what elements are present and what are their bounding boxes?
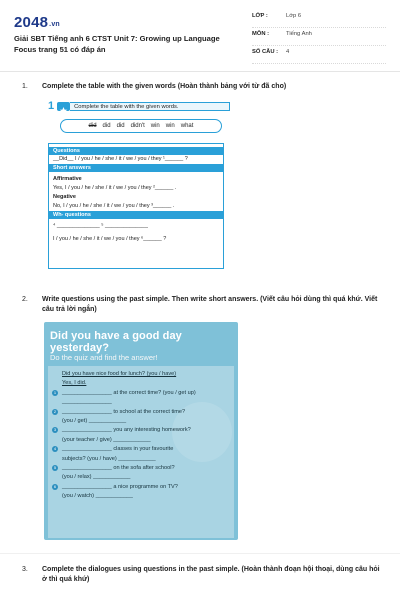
question-number: 1. — [22, 83, 28, 90]
item-number-badge: 5 — [53, 465, 57, 471]
word-bank-item: what — [180, 123, 194, 129]
quiz-line — [52, 370, 232, 379]
quiz-line-text: ________________ — [62, 399, 112, 406]
logo-text: 2048 — [14, 14, 49, 31]
meta-value: Lớp 6 — [286, 13, 302, 19]
item-number-badge: 3 — [53, 427, 57, 433]
grammar-table — [48, 143, 224, 269]
quiz-line-text: ________________ on the sofa after school? — [62, 465, 175, 472]
quiz-line-text: (your teacher / give) ____________ — [62, 436, 151, 443]
exercise-1-heading — [48, 100, 230, 112]
question-number: 2. — [22, 296, 28, 303]
quiz-line-text: Yes, I did. — [62, 380, 87, 387]
table-band-short-answers: Short answers — [49, 164, 223, 172]
quiz-line — [52, 492, 232, 501]
table-line-wh-blanks: ⁴ ______________ ⁵ ______________ — [53, 223, 148, 229]
quiz-line — [52, 389, 232, 398]
word-bank-item: did — [116, 123, 125, 129]
header-divider — [0, 71, 400, 72]
quiz-line-text: ________________ classes in your favourite — [62, 446, 174, 453]
word-bank-item: win — [165, 123, 175, 129]
meta-value: 4 — [286, 49, 290, 55]
quiz-line — [52, 455, 232, 464]
quiz-line-text: ________________ to school at the correct time? — [62, 408, 186, 415]
quiz-line — [52, 445, 232, 454]
quiz-line-text: ________________ at the correct time? (you / get up) — [62, 389, 196, 396]
word-bank — [60, 119, 222, 133]
question-text: Write questions using the past simple. Then write short answers. (Viết câu hỏi dùng thì quá khứ. Viết câu trả lời ngắn) — [42, 296, 378, 313]
meta-row-subject — [252, 31, 386, 46]
meta-key: MÔN : — [252, 31, 270, 37]
quiz-line — [52, 473, 232, 482]
logo-suffix: .vn — [49, 21, 60, 28]
word-bank-item: didn't — [130, 123, 145, 129]
table-line-affirmative: Yes, I / you / he / she / it / we / you / they ²______ . — [53, 185, 177, 191]
question-1 — [22, 82, 382, 92]
quiz-subtitle: Do the quiz and find the answer! — [50, 353, 158, 362]
table-line-negative: No, I / you / he / she / it / we / you / they ³______ . — [53, 203, 175, 209]
quiz-line — [52, 408, 232, 417]
word-bank-item: win — [150, 123, 160, 129]
quiz-line — [52, 436, 232, 445]
table-label-negative: Negative — [53, 194, 76, 200]
quiz-line — [52, 379, 232, 388]
table-band-questions: Questions — [49, 147, 223, 155]
table-label-affirmative: Affirmative — [53, 176, 82, 182]
section-divider — [0, 553, 400, 554]
site-logo[interactable] — [14, 14, 60, 31]
item-number-badge: 1 — [53, 389, 57, 395]
quiz-line-text: (you / watch) ____________ — [62, 493, 133, 500]
item-number-badge: 2 — [53, 408, 57, 414]
document-meta — [252, 13, 386, 67]
quiz-line-text: Did you have nice food for lunch? (you / have) — [62, 371, 177, 377]
exercise-number: 1 — [48, 100, 55, 112]
table-line-wh: I / you / he / she / it / we / you / they ⁶______ ? — [53, 236, 167, 242]
quiz-line-text: subjects? (you / have) ____________ — [62, 455, 156, 462]
question-text: Complete the table with the given words (Hoàn thành bảng với từ đã cho) — [42, 83, 287, 90]
question-text: Complete the dialogues using questions in the past simple. (Hoàn thành đoạn hội thoại, dùng câu hỏi ở thì quá khứ) — [42, 566, 380, 583]
quiz-line — [52, 417, 232, 426]
quiz-line-text: (you / get) ____________ — [62, 418, 127, 425]
quiz-line-text: ________________ you any interesting homework? — [62, 427, 191, 434]
meta-key: SỐ CÂU : — [252, 49, 279, 55]
document-title: Giải SBT Tiếng anh 6 CTST Unit 7: Growing up Language Focus trang 51 có đáp án — [14, 34, 220, 54]
star-icon — [57, 102, 70, 111]
meta-value: Tiếng Anh — [286, 31, 312, 37]
table-band-wh-questions: Wh- questions — [49, 211, 223, 219]
quiz-line — [52, 398, 232, 407]
table-line-question: __Did__ I / you / he / she / it / we / you / they ¹______ ? — [53, 156, 188, 162]
exercise-instruction: Complete the table with the given words. — [70, 102, 230, 111]
quiz-line — [52, 464, 232, 473]
quiz-items — [52, 370, 232, 502]
quiz-title: Did you have a good day yesterday? — [50, 330, 182, 354]
quiz-line-text: ________________ a nice programme on TV? — [62, 483, 178, 490]
question-number: 3. — [22, 566, 28, 573]
quiz-line — [52, 483, 232, 492]
word-bank-item: did — [102, 123, 111, 129]
quiz-line-text: (you / relax) ____________ — [62, 474, 131, 481]
word-bank-item: did — [88, 123, 97, 129]
quiz-image — [44, 322, 238, 540]
item-number-badge: 6 — [53, 483, 57, 489]
quiz-line — [52, 426, 232, 435]
question-3 — [22, 565, 382, 585]
meta-row-count — [252, 49, 386, 64]
item-number-badge: 4 — [53, 446, 57, 452]
meta-row-class — [252, 13, 386, 28]
meta-key: LỚP : — [252, 13, 268, 19]
question-2 — [22, 295, 382, 315]
